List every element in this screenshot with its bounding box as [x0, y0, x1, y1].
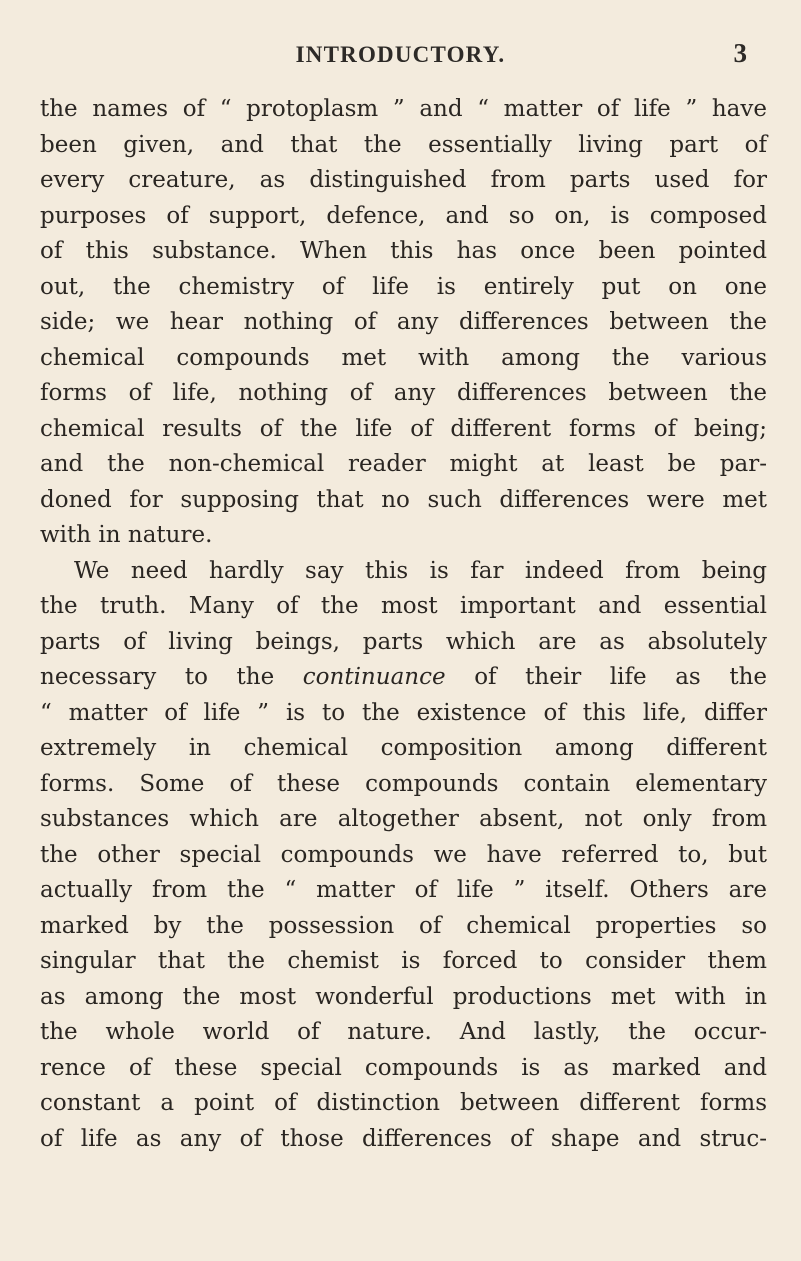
text-line: and the non-chemical reader might at least be par- — [40, 451, 767, 477]
text-line: doned for supposing that no such differences were met — [40, 486, 767, 513]
text-line: parts of living beings, parts which are as absolutely — [40, 628, 767, 655]
text-line: as among the most wonderful productions met with in — [40, 983, 767, 1010]
text-line: the truth. Many of the most important and essential — [40, 593, 767, 619]
text-line: marked by the possession of chemical properties so — [40, 912, 767, 939]
text-line: chemical compounds met with among the various — [40, 344, 767, 371]
text-line: forms of life, nothing of any differences between the — [40, 380, 767, 406]
text-line: of life as any of those differences of shape and struc- — [40, 1125, 767, 1152]
text-line: constant a point of distinction between different forms — [40, 1090, 767, 1116]
running-head-title: INTRODUCTORY. — [295, 42, 506, 67]
text-line: forms. Some of these compounds contain elementary — [40, 770, 767, 797]
text-line: side; we hear nothing of any differences between the — [40, 309, 767, 335]
emphasis-continuance: continuance — [302, 664, 446, 690]
text-line: purposes of support, defence, and so on, is composed — [40, 202, 767, 229]
text-line: the names of “ protoplasm ” and “ matter of life ” have — [40, 96, 767, 122]
text-line: rence of these special compounds is as marked and — [40, 1054, 767, 1081]
text-line: out, the chemistry of life is entirely put on one — [40, 273, 767, 300]
paragraph-end-line: with in nature. — [40, 522, 213, 548]
text-line: every creature, as distinguished from parts used for — [40, 167, 767, 193]
text-line: singular that the chemist is forced to consider them — [40, 948, 767, 974]
text-line: “ matter of life ” is to the existence of this life, differ — [40, 699, 767, 726]
text-line: been given, and that the essentially living part of — [40, 131, 767, 158]
running-head — [0, 38, 801, 78]
page-number: 3 — [733, 38, 747, 68]
text-line: extremely in chemical composition among different — [40, 735, 767, 761]
text-line-with-emphasis — [40, 660, 767, 696]
text-line: chemical results of the life of different forms of being; — [40, 415, 767, 442]
text-line: of this substance. When this has once been pointed — [40, 238, 767, 264]
paragraph-start-line: We need hardly say this is far indeed from being — [74, 557, 767, 584]
text-line: substances which are altogether absent, not only from — [40, 806, 767, 832]
text-line: the other special compounds we have referred to, but — [40, 841, 767, 868]
body-text — [40, 92, 767, 1157]
text-line: the whole world of nature. And lastly, the occur- — [40, 1019, 767, 1045]
text-run: necessary to the — [40, 664, 275, 690]
text-run: of their life as the — [474, 664, 768, 690]
text-line: actually from the “ matter of life ” itself. Others are — [40, 877, 767, 903]
